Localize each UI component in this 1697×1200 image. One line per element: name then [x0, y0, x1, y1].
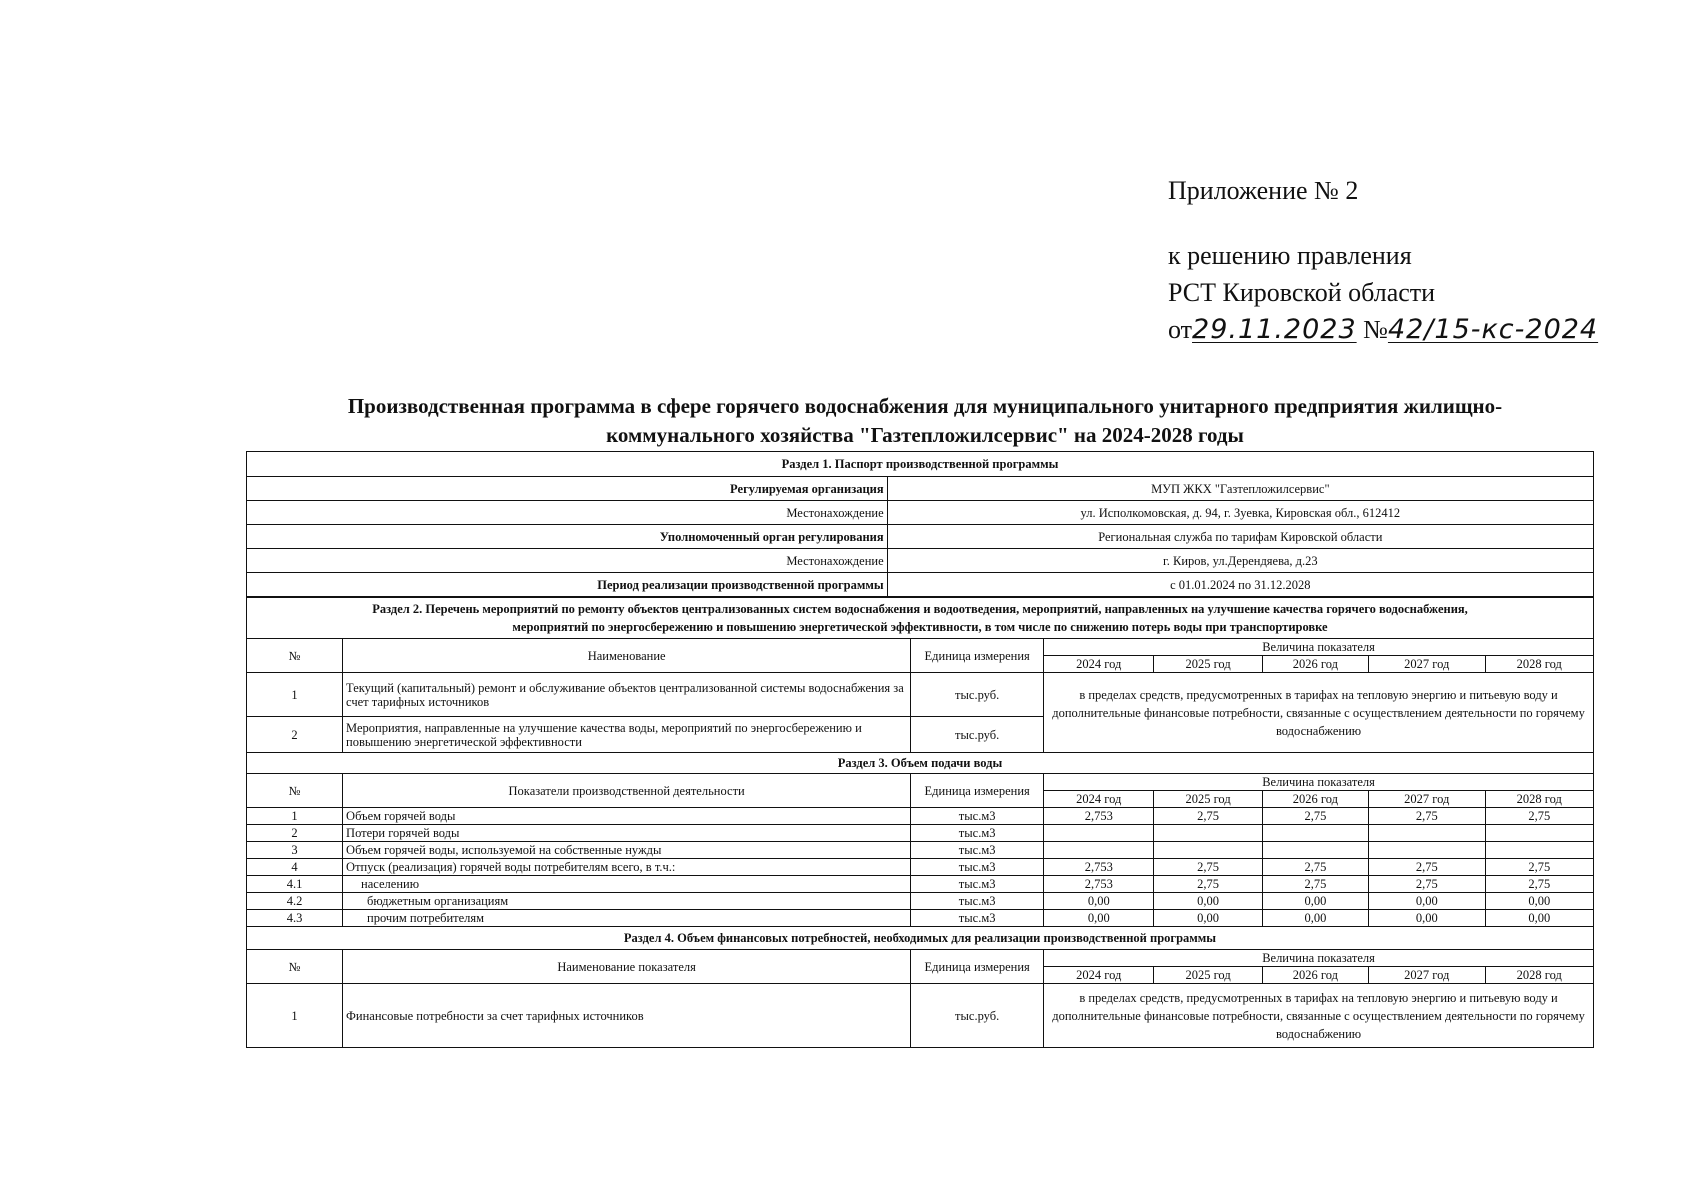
col-header-unit: Единица измерения — [911, 639, 1044, 673]
year-header: 2027 год — [1369, 656, 1486, 673]
row-value: 2,75 — [1485, 876, 1593, 893]
row-no: 3 — [247, 842, 343, 859]
annex-date-line — [1168, 311, 1648, 348]
year-header: 2027 год — [1369, 967, 1486, 984]
passport-value: МУП ЖКХ "Газтепложилсервис" — [887, 477, 1593, 501]
year-header: 2025 год — [1154, 791, 1262, 808]
table-row — [247, 910, 1594, 927]
section2-title-row — [247, 598, 1594, 639]
row-value — [1369, 825, 1486, 842]
row-unit: тыс.м3 — [911, 859, 1044, 876]
passport-label: Местонахождение — [247, 549, 888, 573]
passport-row — [247, 525, 1594, 549]
table-row — [247, 859, 1594, 876]
row-value: 2,75 — [1262, 859, 1368, 876]
passport-value: г. Киров, ул.Дерендяева, д.23 — [887, 549, 1593, 573]
section4-header-row — [247, 950, 1594, 967]
row-value — [1044, 842, 1154, 859]
row-unit: тыс.м3 — [911, 808, 1044, 825]
row-value: 2,753 — [1044, 876, 1154, 893]
year-header: 2028 год — [1485, 967, 1593, 984]
section3-title-row — [247, 753, 1594, 774]
passport-label: Период реализации производственной программы — [247, 573, 888, 597]
passport-label: Местонахождение — [247, 501, 888, 525]
row-value — [1154, 825, 1262, 842]
col-header-name: Показатели производственной деятельности — [343, 774, 911, 808]
program-table-sections — [246, 597, 1594, 1048]
row-value: 0,00 — [1154, 910, 1262, 927]
passport-row — [247, 477, 1594, 501]
section2-title-line-2: мероприятий по энергосбережению и повышению энергетической эффективности, в том числе по снижению потерь воды при транспортировке — [512, 620, 1328, 634]
row-name: Потери горячей воды — [343, 825, 911, 842]
row-value — [1262, 842, 1368, 859]
year-header: 2026 год — [1262, 656, 1368, 673]
row-unit: тыс.руб. — [911, 717, 1044, 753]
row-value: 2,75 — [1485, 808, 1593, 825]
row-name: Мероприятия, направленные на улучшение качества воды, мероприятий по энергосбережению и повышению энергетической эффективности — [343, 717, 911, 753]
year-header: 2028 год — [1485, 791, 1593, 808]
section1-title-row — [247, 452, 1594, 477]
row-value: 2,75 — [1369, 808, 1486, 825]
row-unit: тыс.руб. — [911, 984, 1044, 1048]
section3-rows — [247, 808, 1594, 927]
year-header: 2025 год — [1154, 656, 1262, 673]
merged-value-cell: в пределах средств, предусмотренных в тарифах на тепловую энергию и питьевую воду и дополнительные финансовые потребности, связанные с осуществлением деятельности по горячему водоснабжению — [1044, 984, 1594, 1048]
document-title-line-2: коммунального хозяйства "Газтепложилсервис" на 2024-2028 годы — [606, 423, 1244, 447]
section1-title: Раздел 1. Паспорт производственной программы — [247, 452, 1594, 477]
document-title-line-1: Производственная программа в сфере горячего водоснабжения для муниципального унитарного предприятия жилищно- — [347, 394, 1503, 418]
section3-header-row — [247, 774, 1594, 791]
year-header: 2024 год — [1044, 967, 1154, 984]
row-value: 2,75 — [1154, 808, 1262, 825]
table-row — [247, 808, 1594, 825]
annex-gap — [1168, 209, 1648, 237]
col-header-no: № — [247, 639, 343, 673]
row-value: 0,00 — [1262, 910, 1368, 927]
annex-date-prefix: от — [1168, 315, 1193, 344]
col-header-name: Наименование — [343, 639, 911, 673]
row-value: 0,00 — [1154, 893, 1262, 910]
row-value: 2,75 — [1262, 808, 1368, 825]
row-value — [1485, 825, 1593, 842]
document-title — [240, 392, 1610, 450]
table-row — [247, 984, 1594, 1048]
section4-title: Раздел 4. Объем финансовых потребностей, необходимых для реализации производственной программы — [247, 927, 1594, 950]
section3-title: Раздел 3. Объем подачи воды — [247, 753, 1594, 774]
row-no: 4.3 — [247, 910, 343, 927]
row-no: 4.2 — [247, 893, 343, 910]
row-value — [1154, 842, 1262, 859]
table-row — [247, 673, 1594, 717]
col-header-value: Величина показателя — [1044, 950, 1594, 967]
row-no: 2 — [247, 717, 343, 753]
row-value — [1485, 842, 1593, 859]
row-name: Объем горячей воды, используемой на собственные нужды — [343, 842, 911, 859]
row-name: Отпуск (реализация) горячей воды потребителям всего, в т.ч.: — [343, 859, 911, 876]
row-value: 0,00 — [1485, 893, 1593, 910]
table-row — [247, 876, 1594, 893]
row-value: 0,00 — [1044, 910, 1154, 927]
row-value: 0,00 — [1369, 893, 1486, 910]
row-unit: тыс.м3 — [911, 825, 1044, 842]
passport-label: Уполномоченный орган регулирования — [247, 525, 888, 549]
row-value — [1262, 825, 1368, 842]
annex-title: Приложение № 2 — [1168, 176, 1359, 205]
year-header: 2027 год — [1369, 791, 1486, 808]
row-value: 0,00 — [1044, 893, 1154, 910]
table-row — [247, 893, 1594, 910]
passport-value: с 01.01.2024 по 31.12.2028 — [887, 573, 1593, 597]
passport-value: ул. Исполкомовская, д. 94, г. Зуевка, Кировская обл., 612412 — [887, 501, 1593, 525]
row-name: Объем горячей воды — [343, 808, 911, 825]
row-value: 2,75 — [1485, 859, 1593, 876]
annex-line-1: к решению правления — [1168, 241, 1412, 270]
col-header-unit: Единица измерения — [911, 950, 1044, 984]
row-unit: тыс.м3 — [911, 910, 1044, 927]
passport-label: Регулируемая организация — [247, 477, 888, 501]
row-no: 1 — [247, 673, 343, 717]
annex-block — [1168, 172, 1648, 348]
section2-header-row — [247, 639, 1594, 656]
row-unit: тыс.м3 — [911, 876, 1044, 893]
row-value: 0,00 — [1369, 910, 1486, 927]
row-value: 2,753 — [1044, 808, 1154, 825]
passport-value: Региональная служба по тарифам Кировской области — [887, 525, 1593, 549]
row-name: прочим потребителям — [343, 910, 911, 927]
col-header-name: Наименование показателя — [343, 950, 911, 984]
table-row — [247, 842, 1594, 859]
col-header-no: № — [247, 950, 343, 984]
section2-title-line-1: Раздел 2. Перечень мероприятий по ремонту объектов централизованных систем водоснабжения и водоотведения, мероприятий, направленных на улучшение качества горячего водоснабжения, — [372, 602, 1468, 616]
row-value: 2,75 — [1369, 859, 1486, 876]
annex-line-2: РСТ Кировской области — [1168, 278, 1436, 307]
program-table — [246, 451, 1594, 597]
row-name: Финансовые потребности за счет тарифных источников — [343, 984, 911, 1048]
year-header: 2026 год — [1262, 791, 1368, 808]
table-row — [247, 825, 1594, 842]
row-name: населению — [343, 876, 911, 893]
col-header-unit: Единица измерения — [911, 774, 1044, 808]
row-value: 2,75 — [1369, 876, 1486, 893]
row-name: Текущий (капитальный) ремонт и обслуживание объектов централизованной системы водоснабжения за счет тарифных источников — [343, 673, 911, 717]
row-value: 0,00 — [1262, 893, 1368, 910]
passport-row — [247, 549, 1594, 573]
row-value: 2,753 — [1044, 859, 1154, 876]
row-value — [1044, 825, 1154, 842]
year-header: 2025 год — [1154, 967, 1262, 984]
row-unit: тыс.м3 — [911, 893, 1044, 910]
row-no: 4 — [247, 859, 343, 876]
section2-title — [247, 598, 1594, 639]
row-unit: тыс.руб. — [911, 673, 1044, 717]
row-value: 2,75 — [1154, 876, 1262, 893]
merged-value-cell: в пределах средств, предусмотренных в тарифах на тепловую энергию и питьевую воду и дополнительные финансовые потребности, связанные с осуществлением деятельности по горячему водоснабжению — [1044, 673, 1594, 753]
col-header-value: Величина показателя — [1044, 639, 1594, 656]
annex-date-value: 29.11.2023 — [1192, 314, 1357, 345]
passport-row — [247, 573, 1594, 597]
year-header: 2024 год — [1044, 791, 1154, 808]
row-no: 1 — [247, 984, 343, 1048]
passport-row — [247, 501, 1594, 525]
row-value: 2,75 — [1154, 859, 1262, 876]
row-value — [1369, 842, 1486, 859]
year-header: 2028 год — [1485, 656, 1593, 673]
row-unit: тыс.м3 — [911, 842, 1044, 859]
row-no: 2 — [247, 825, 343, 842]
col-header-value: Величина показателя — [1044, 774, 1594, 791]
annex-number-value: 42/15-кс-2024 — [1387, 314, 1599, 345]
row-no: 4.1 — [247, 876, 343, 893]
row-value: 0,00 — [1485, 910, 1593, 927]
year-header: 2026 год — [1262, 967, 1368, 984]
year-header: 2024 год — [1044, 656, 1154, 673]
row-value: 2,75 — [1262, 876, 1368, 893]
section4-title-row — [247, 927, 1594, 950]
col-header-no: № — [247, 774, 343, 808]
row-name: бюджетным организациям — [343, 893, 911, 910]
annex-number-prefix: № — [1363, 315, 1388, 344]
row-no: 1 — [247, 808, 343, 825]
